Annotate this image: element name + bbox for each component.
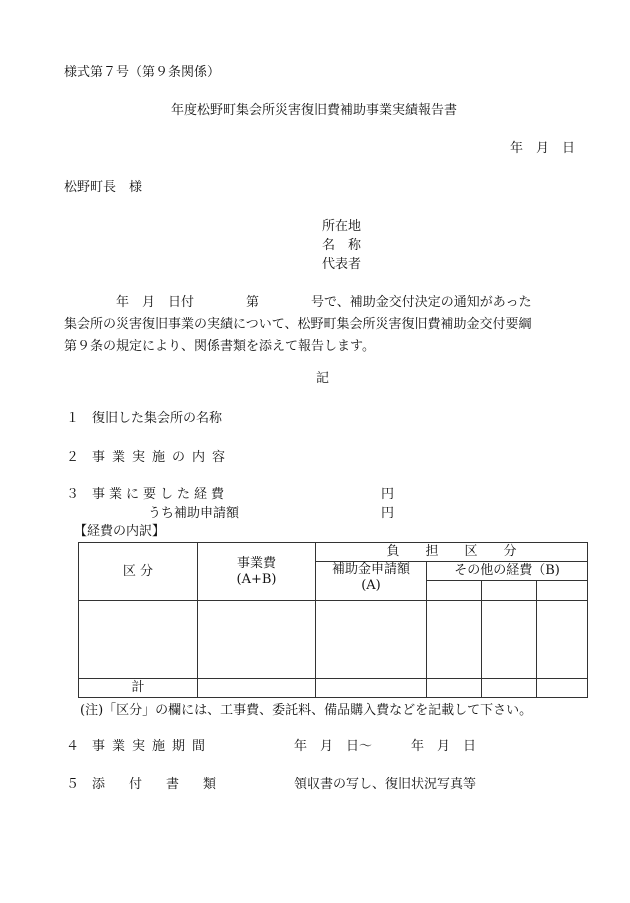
header-other-cost [427, 562, 588, 581]
other-cost-sub-2 [482, 581, 537, 601]
cell-other-1[interactable] [427, 601, 482, 679]
item-3-sub-unit: 円 [381, 506, 395, 521]
item-2-label: 事業実施の内容 [92, 450, 233, 465]
total-other-1[interactable] [427, 679, 482, 698]
header-category [79, 543, 198, 601]
item-4-period: 年 月 日～ 年 月 日 [294, 739, 477, 754]
header-subsidy-formula: (A) [361, 577, 381, 593]
total-subsidy[interactable] [316, 679, 427, 698]
body-paragraph [64, 292, 594, 358]
total-label-cell [79, 679, 198, 698]
header-other-cost-text: その他の経費（B) [454, 563, 560, 579]
total-other-3[interactable] [537, 679, 588, 698]
item-4-number: ４ [66, 739, 80, 754]
breakdown-note: (注)「区分」の欄には、工事費、委託料、備品購入費などを記載して下さい。 [80, 703, 533, 718]
cell-other-3[interactable] [537, 601, 588, 679]
item-3-label: 事業に要した経費 [92, 487, 229, 502]
header-subsidy-label: 補助金申請額 [331, 562, 410, 577]
body-line-1: 年 月 日付 第 号で、補助金交付決定の通知があった [64, 295, 532, 310]
item-5-number: ５ [66, 777, 80, 792]
other-cost-sub-3 [537, 581, 588, 601]
cell-project-cost[interactable] [198, 601, 316, 679]
item-3-number: ３ [66, 487, 80, 502]
applicant-representative-label: 代表者 [322, 257, 362, 272]
item-3-unit: 円 [381, 487, 395, 502]
header-burden-text: 負 担 区 分 [386, 544, 517, 560]
document-title: 年度松野町集会所災害復旧費補助事業実績報告書 [171, 103, 458, 118]
cell-category[interactable] [79, 601, 198, 679]
applicant-address-label: 所在地 [322, 219, 362, 234]
other-cost-sub-1 [427, 581, 482, 601]
cell-subsidy[interactable] [316, 601, 427, 679]
header-project-cost [198, 543, 316, 601]
table-row [79, 601, 588, 679]
item-5-label: 添付書類 [92, 777, 241, 792]
expense-breakdown-table [78, 542, 588, 698]
cell-other-2[interactable] [482, 601, 537, 679]
item-3-sub-label: うち補助申請額 [148, 506, 240, 521]
breakdown-heading: 【経費の内訳】 [74, 524, 166, 539]
form-number: 様式第７号（第９条関係） [64, 65, 221, 80]
item-2-number: ２ [66, 450, 80, 465]
item-5-value: 領収書の写し、復旧状況写真等 [294, 777, 477, 792]
addressee: 松野町長 様 [64, 180, 143, 195]
header-burden [316, 543, 588, 562]
total-row [79, 679, 588, 698]
item-4-label: 事業実施期間 [92, 739, 213, 754]
total-project-cost[interactable] [198, 679, 316, 698]
header-project-cost-label: 事業費 [236, 555, 276, 571]
header-subsidy [316, 562, 427, 601]
header-category-text: 区 分 [122, 563, 154, 579]
header-project-cost-formula: (A+B) [236, 571, 277, 587]
body-line-2: 集会所の災害復旧事業の実績について、松野町集会所災害復旧費補助金交付要綱 [64, 317, 532, 332]
date-line: 年 月 日 [510, 141, 576, 156]
ki-heading: 記 [316, 371, 330, 386]
total-label: 計 [131, 680, 145, 696]
body-line-3: 第９条の規定により、関係書類を添えて報告します。 [64, 339, 375, 354]
applicant-name-label: 名 称 [322, 238, 362, 253]
item-1-label: 復旧した集会所の名称 [92, 411, 223, 426]
item-1-number: １ [66, 411, 80, 426]
total-other-2[interactable] [482, 679, 537, 698]
